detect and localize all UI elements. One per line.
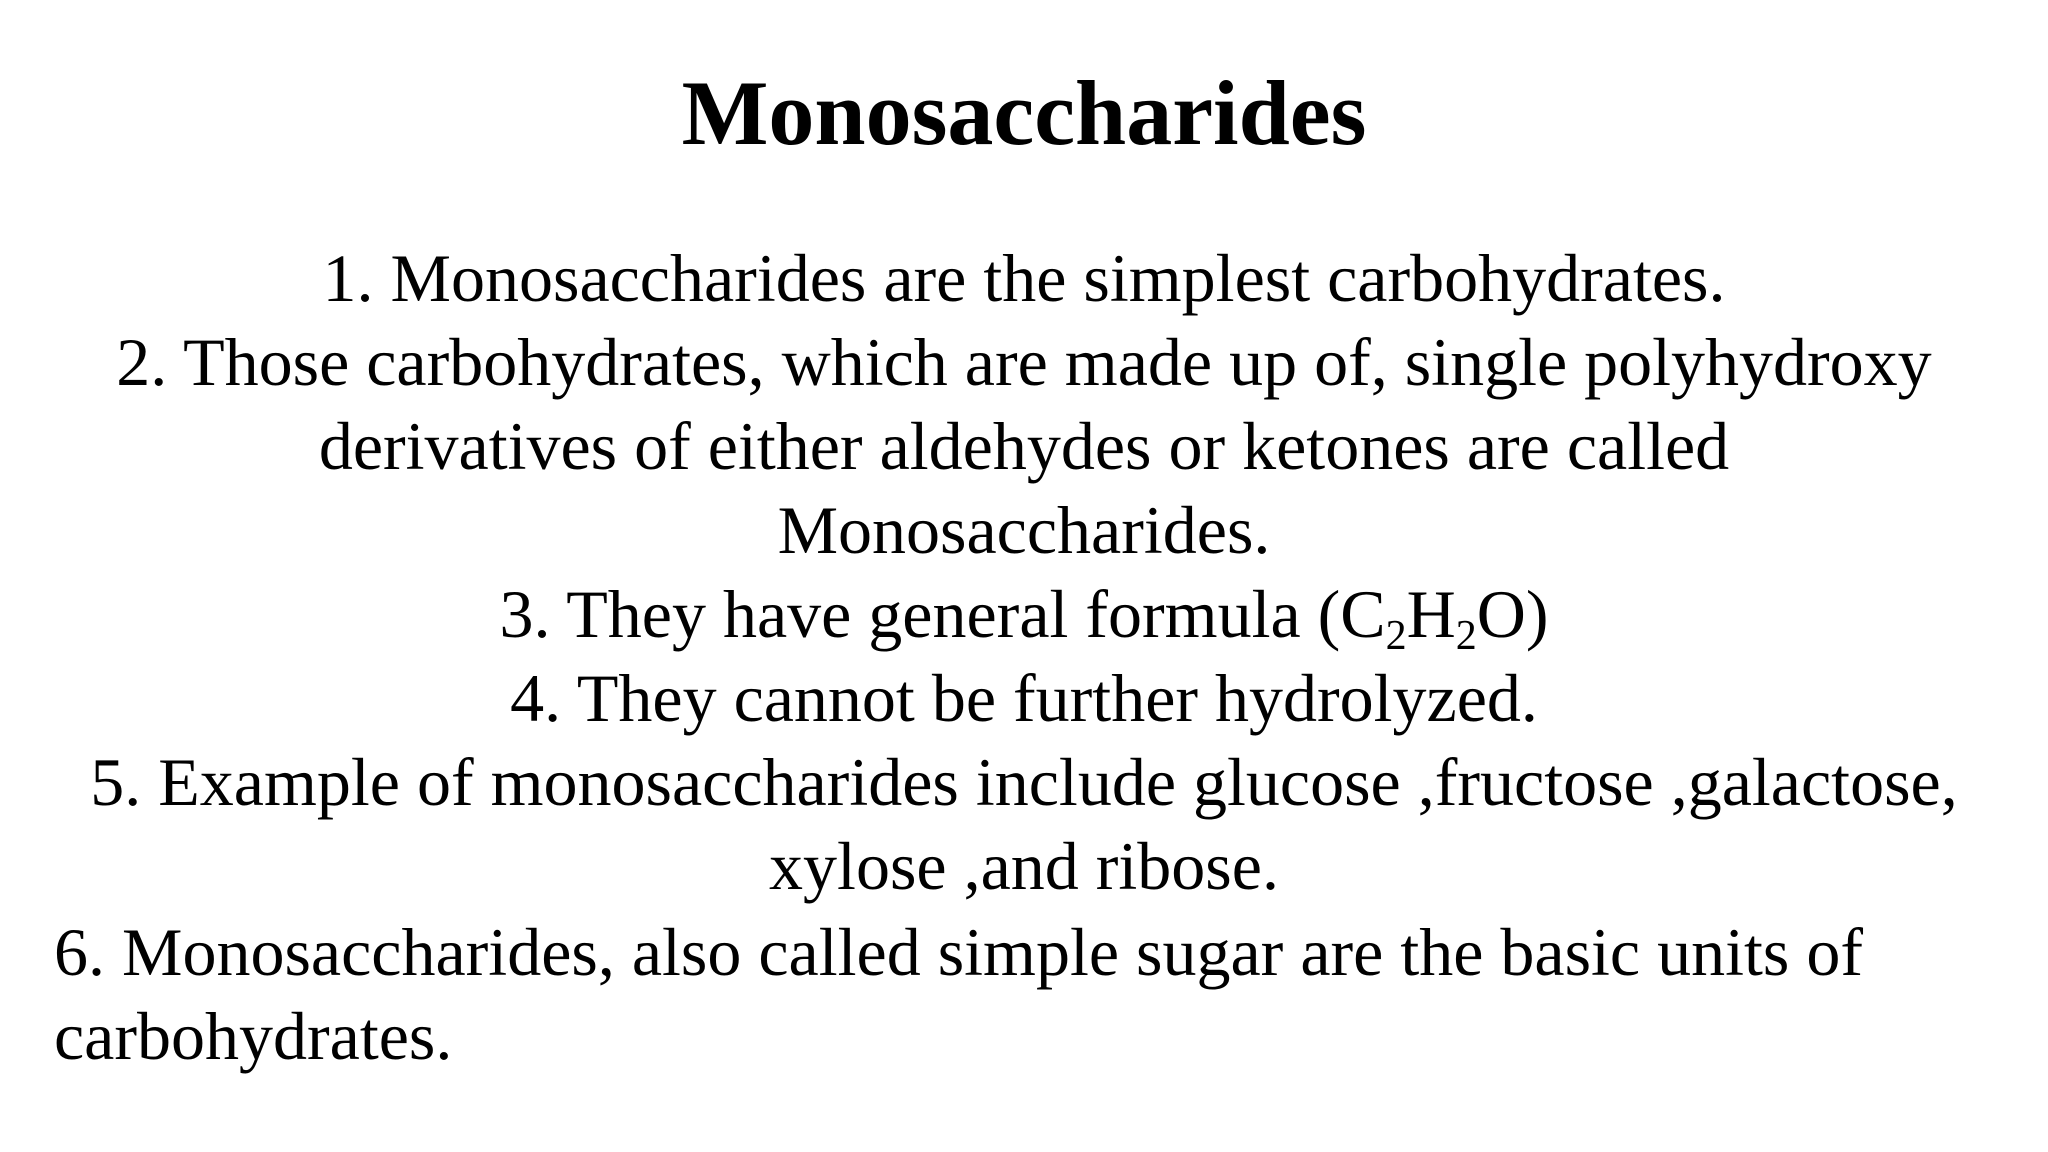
slide-title: Monosaccharides xyxy=(681,62,1367,164)
point-4: 4. They cannot be further hydrolyzed. xyxy=(510,660,1538,736)
point-3 xyxy=(60,572,1988,659)
point-3-suffix: O) xyxy=(1476,576,1549,652)
bullet-list xyxy=(60,236,1988,908)
formula-subscript-2: 2 xyxy=(1455,613,1477,659)
point-6-block xyxy=(54,910,1954,1078)
point-5-line-2: xylose ,and ribose. xyxy=(769,828,1279,904)
point-5-line-1: 5. Example of monosaccharides include glucose ,fructose ,galactose, xyxy=(90,744,1958,820)
formula-subscript-1: 2 xyxy=(1385,613,1407,659)
point-6-line-2: carbohydrates. xyxy=(54,998,453,1074)
point-3-mid: H xyxy=(1406,576,1456,652)
point-1: 1. Monosaccharides are the simplest carbohydrates. xyxy=(322,240,1726,316)
point-6-line-1: 6. Monosaccharides, also called simple sugar are the basic units of xyxy=(54,914,1864,990)
point-2-line-1: 2. Those carbohydrates, which are made up of, single polyhydroxy xyxy=(116,324,1932,400)
point-3-prefix: 3. They have general formula (C xyxy=(499,576,1386,652)
point-2-line-2: derivatives of either aldehydes or ketones are called xyxy=(318,408,1730,484)
point-2-line-3: Monosaccharides. xyxy=(777,492,1271,568)
